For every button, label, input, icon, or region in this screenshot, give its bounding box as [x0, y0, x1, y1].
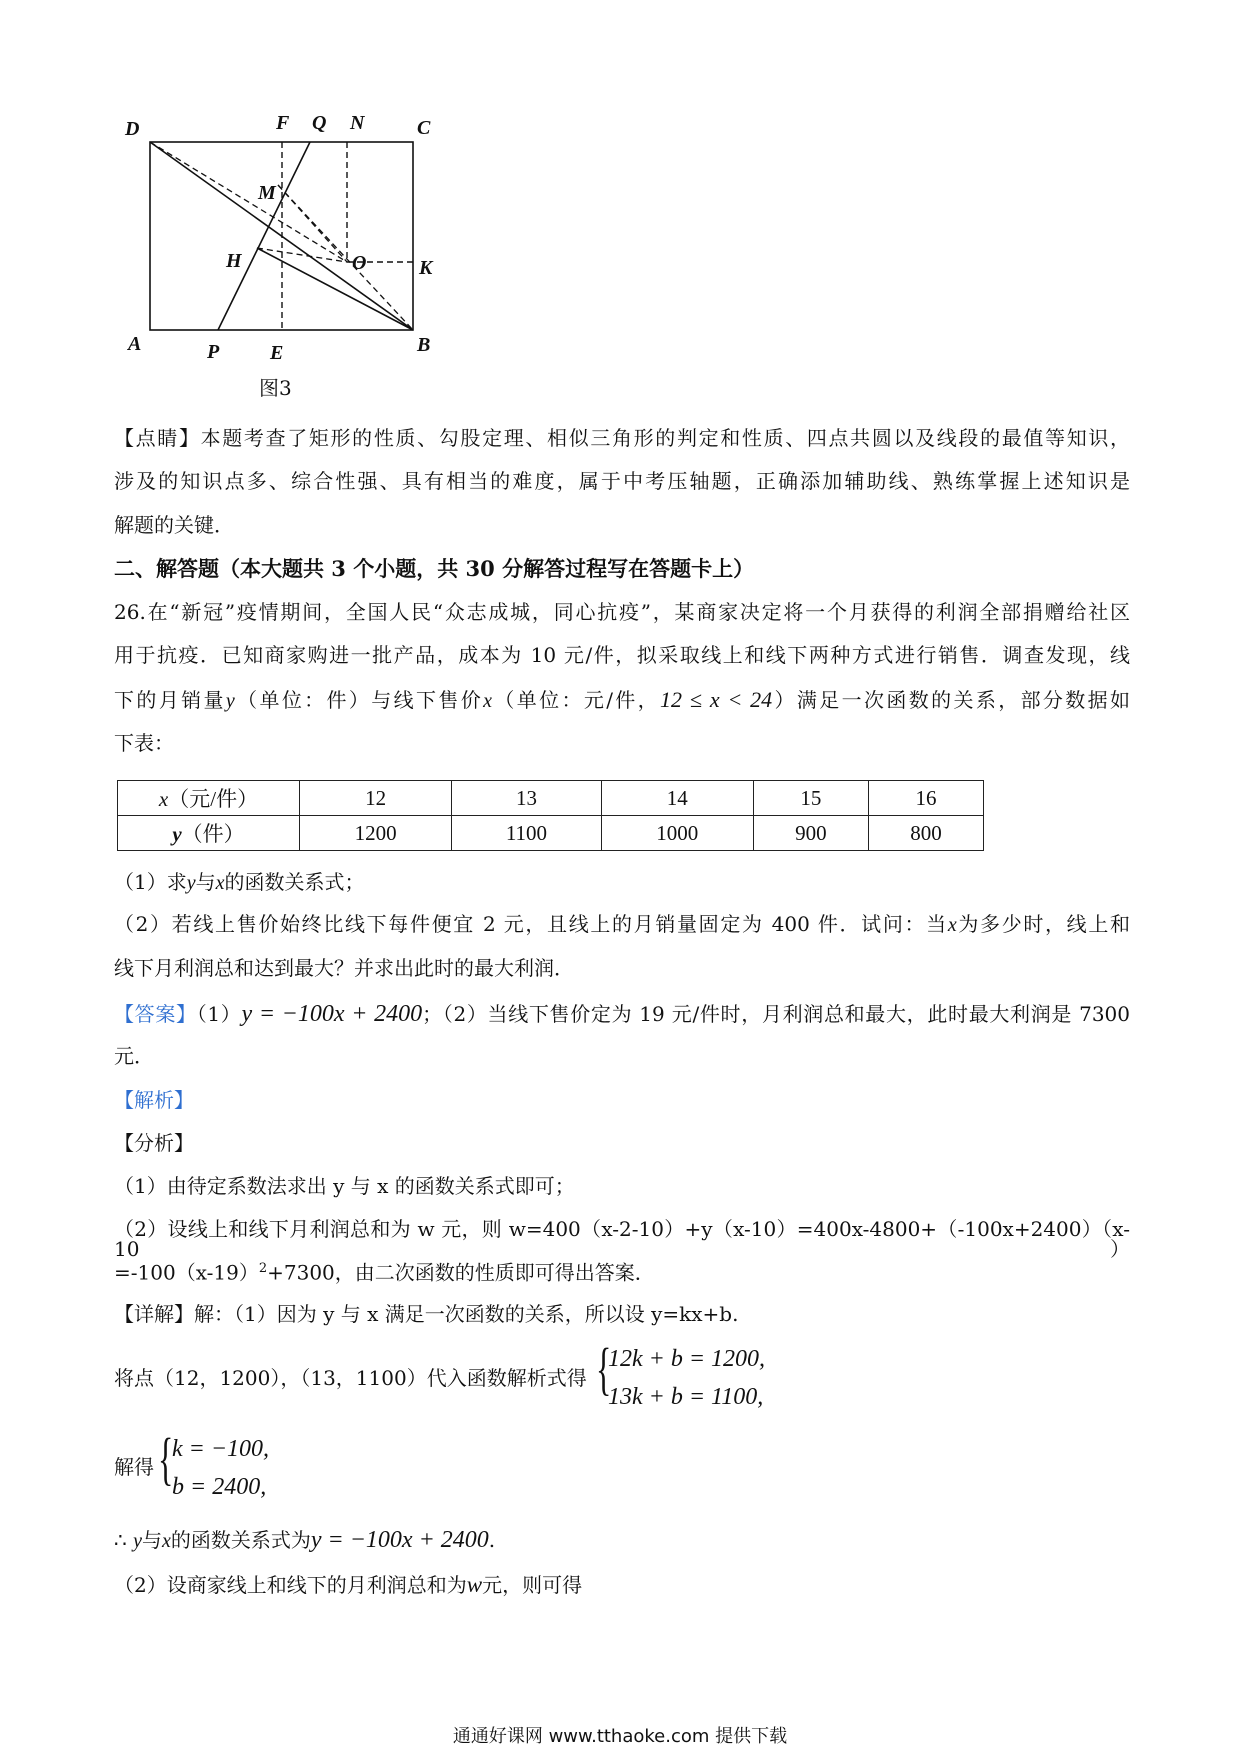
section-title: 二、解答题（本大题共 3 个小题，共 30 分解答过程写在答题卡上）	[114, 556, 755, 581]
table-cell: 1100	[452, 816, 601, 851]
table-cell: 16	[868, 781, 983, 816]
problem-line-4: 下表：	[114, 731, 174, 755]
equation-1: 12k + b = 1200,	[608, 1346, 766, 1372]
segment-mb	[278, 185, 413, 330]
point-label-d: D	[125, 118, 140, 140]
point-label-o: O	[352, 252, 367, 274]
data-table	[117, 780, 984, 851]
segment-pq	[218, 142, 310, 330]
table-cell: 13	[452, 781, 601, 816]
problem-text: （单位：件）与线下售价	[234, 688, 484, 712]
point-label-f: F	[276, 112, 290, 134]
table-cell: 15	[753, 781, 868, 816]
var-x: x	[483, 690, 492, 712]
dianjing-line-1	[114, 428, 1130, 448]
solution-1: k = −100,	[172, 1436, 270, 1462]
dianjing-line-3: 解题的关键．	[114, 513, 234, 537]
table-cell: 12	[300, 781, 452, 816]
solution-2: b = 2400,	[172, 1474, 267, 1500]
dianjing-line-2: 涉及的知识点多、综合性强、具有相当的难度，属于中考压轴题，正确添加辅助线、熟练掌握上述知识是	[114, 469, 1130, 493]
problem-text: （单位：元/件，	[492, 688, 661, 712]
problem-text: ）满足一次函数的关系，部分数据如	[772, 688, 1131, 712]
point-label-q: Q	[312, 112, 327, 134]
point-label-n: N	[350, 112, 365, 134]
table-header-x: x（元/件）	[118, 781, 300, 816]
point-label-c: C	[417, 117, 431, 139]
system-brace: {	[596, 1336, 612, 1401]
table-header-y: y（件）	[118, 816, 300, 851]
point-label-m: M	[258, 182, 276, 204]
solve-text: 解得	[114, 1455, 154, 1479]
substitute-text: 将点（12，1200），（13，1100）代入函数解析式得	[114, 1366, 587, 1390]
point-label-p: P	[207, 341, 220, 363]
geometry-figure	[110, 100, 470, 380]
table-cell: 900	[753, 816, 868, 851]
problem-text: 下的月销量	[114, 688, 226, 712]
footer-watermark: 通通好课网 www.tthaoke.com 提供下载	[452, 1726, 788, 1747]
answer-line-1: 【答案】（1）y = −100x + 2400；（2）当线下售价定为 19 元/件时，月利润总和最大，此时最大利润是 7300	[114, 1001, 1131, 1027]
xiangjie-line-1: 【详解】解：（1）因为 y 与 x 满足一次函数的关系，所以设 y=kx+b.	[114, 1302, 739, 1326]
table-cell: 14	[601, 781, 753, 816]
table-cell: 1000	[601, 816, 753, 851]
problem-line-2: 用于抗疫．已知商家购进一批产品，成本为 10 元/件，拟采取线上和线下两种方式进行销售．调查发现，线	[114, 643, 1130, 667]
point-label-b: B	[417, 334, 431, 356]
xiangjie-tag: 【详解】	[114, 1302, 194, 1326]
range-inequality: 12 ≤ x < 24	[660, 687, 773, 712]
conclusion-expression: y = −100x + 2400	[310, 1527, 489, 1553]
var-y: y	[225, 690, 235, 712]
table-row	[118, 781, 984, 816]
solution-brace: {	[158, 1426, 174, 1491]
equation-2: 13k + b = 1100,	[608, 1384, 764, 1410]
table-row	[118, 816, 984, 851]
point-label-e: E	[270, 342, 284, 364]
fenxi-line-2: （2）设线上和线下月利润总和为 w 元，则 w=400（x-2-10）+y（x-10）=400x-4800+（-100x+2400）（x-10）	[114, 1217, 1130, 1261]
jiexi-tag: 【解析】	[114, 1088, 194, 1112]
question-2-line-2: 线下月利润总和达到最大？并求出此时的最大利润．	[114, 956, 574, 980]
conclusion-line: ∴ y与x的函数关系式为y = −100x + 2400.	[114, 1527, 496, 1553]
question-2-line-1: （2）若线上售价始终比线下每件便宜 2 元，且线上的月销量固定为 400 件．试问：当x为多少时，线上和	[114, 912, 1131, 936]
problem-line-3	[114, 689, 1130, 711]
dianjing-tag: 【点睛】	[114, 426, 201, 450]
dianjing-text-1: 本题考查了矩形的性质、勾股定理、相似三角形的判定和性质、四点共圆以及线段的最值等知识，	[200, 426, 1131, 450]
point-label-h: H	[226, 250, 242, 272]
table-cell: 1200	[300, 816, 452, 851]
point-label-k: K	[419, 257, 433, 279]
part-2-line: （2）设商家线上和线下的月利润总和为w元，则可得	[114, 1572, 583, 1597]
segment-hb	[257, 248, 413, 330]
answer-expression: y = −100x + 2400	[241, 1001, 423, 1027]
point-label-a: A	[128, 333, 142, 355]
answer-line-2: 元．	[114, 1044, 154, 1068]
table-cell: 800	[868, 816, 983, 851]
fenxi-line-1: （1）由待定系数法求出 y 与 x 的函数关系式即可；	[114, 1174, 575, 1198]
segment-db	[150, 142, 413, 330]
fenxi-line-3: $=-100(x-19)^2+7300$，由二次函数的性质即可得出答案．	[114, 1260, 655, 1285]
question-1: （1）求y与x的函数关系式；	[114, 870, 365, 894]
fenxi-tag: 【分析】	[114, 1131, 194, 1155]
figure-caption: 图3	[259, 376, 292, 400]
segment-do	[150, 142, 347, 262]
problem-line-1: 26.在“新冠”疫情期间，全国人民“众志成城，同心抗疫”，某商家决定将一个月获得的利润全部捐赠给社区	[114, 600, 1130, 624]
answer-tag: 【答案】	[114, 1002, 197, 1026]
